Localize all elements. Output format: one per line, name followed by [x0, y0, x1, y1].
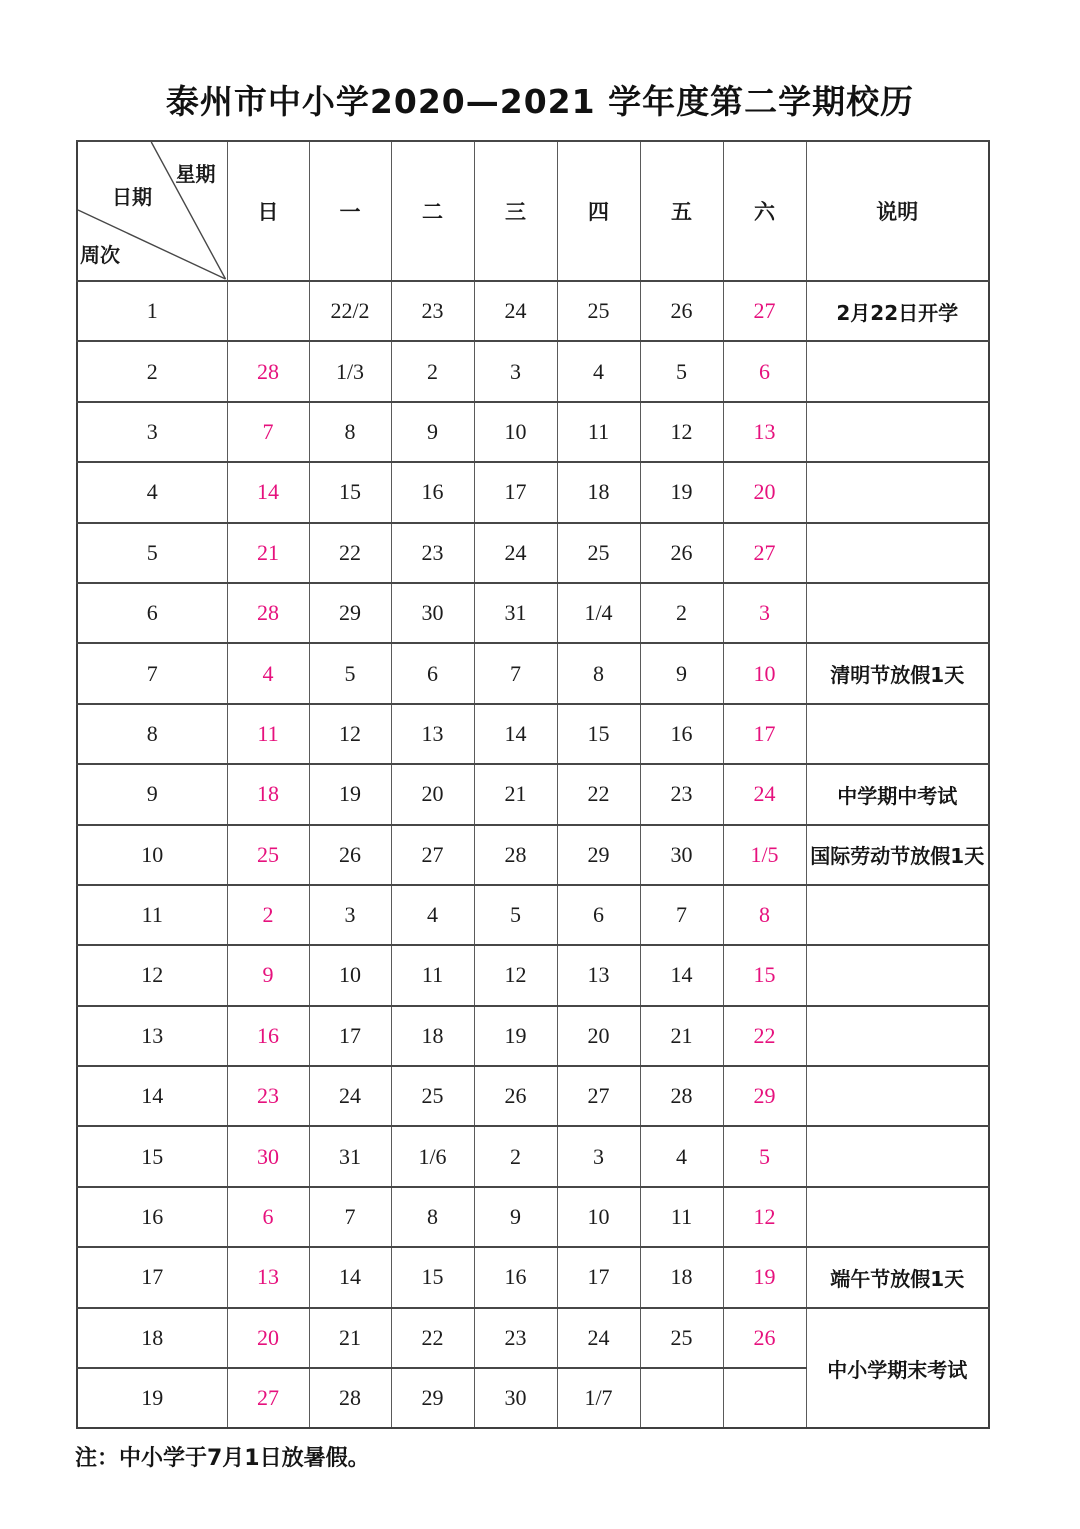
- date-cell: 25: [640, 1308, 723, 1368]
- date-cell: 20: [227, 1308, 309, 1368]
- date-cell: 30: [640, 825, 723, 885]
- date-cell: 19: [474, 1006, 557, 1066]
- date-cell: 10: [474, 402, 557, 462]
- remark-cell: 端午节放假1天: [806, 1247, 989, 1307]
- date-cell: 5: [474, 885, 557, 945]
- calendar-week-row: [77, 1006, 989, 1066]
- date-cell: 4: [391, 885, 474, 945]
- date-cell: 8: [309, 402, 391, 462]
- date-cell: 6: [723, 341, 806, 401]
- date-cell: 22: [723, 1006, 806, 1066]
- date-cell: 7: [640, 885, 723, 945]
- remark-cell: [806, 1066, 989, 1126]
- date-cell: 1/3: [309, 341, 391, 401]
- date-cell: 10: [557, 1187, 640, 1247]
- date-cell: 30: [227, 1126, 309, 1186]
- week-number-cell: 4: [77, 462, 227, 522]
- date-cell: 11: [557, 402, 640, 462]
- day-header-wed: 三: [474, 141, 557, 281]
- date-cell: 11: [640, 1187, 723, 1247]
- date-cell: 26: [723, 1308, 806, 1368]
- date-cell: 13: [391, 704, 474, 764]
- date-cell: 19: [309, 764, 391, 824]
- week-number-cell: 11: [77, 885, 227, 945]
- date-cell: 3: [723, 583, 806, 643]
- date-cell: 13: [557, 945, 640, 1005]
- date-cell: 20: [391, 764, 474, 824]
- date-cell: 4: [227, 643, 309, 703]
- date-cell: 8: [557, 643, 640, 703]
- date-cell: 24: [309, 1066, 391, 1126]
- date-cell: 1/5: [723, 825, 806, 885]
- date-cell: 22/2: [309, 281, 391, 341]
- calendar-week-row: [77, 1126, 989, 1186]
- corner-label-weeknum: 周次: [80, 243, 120, 267]
- week-number-cell: 1: [77, 281, 227, 341]
- date-cell: 21: [474, 764, 557, 824]
- date-cell: 19: [723, 1247, 806, 1307]
- date-cell: 13: [723, 402, 806, 462]
- remark-cell: [806, 1187, 989, 1247]
- date-cell: 17: [309, 1006, 391, 1066]
- date-cell: 9: [474, 1187, 557, 1247]
- calendar-week-row: [77, 643, 989, 703]
- date-cell: [723, 1368, 806, 1428]
- date-cell: 24: [474, 523, 557, 583]
- date-cell: 15: [391, 1247, 474, 1307]
- date-cell: 26: [640, 523, 723, 583]
- date-cell: 30: [391, 583, 474, 643]
- date-cell: 31: [474, 583, 557, 643]
- date-cell: 22: [391, 1308, 474, 1368]
- date-cell: 16: [474, 1247, 557, 1307]
- date-cell: 23: [391, 523, 474, 583]
- calendar-week-row: [77, 1066, 989, 1126]
- remark-header: 说明: [806, 141, 989, 281]
- date-cell: 12: [640, 402, 723, 462]
- date-cell: 28: [227, 341, 309, 401]
- date-cell: 12: [474, 945, 557, 1005]
- calendar-week-row: [77, 1247, 989, 1307]
- date-cell: 22: [557, 764, 640, 824]
- remark-cell: [806, 402, 989, 462]
- remark-cell: 2月22日开学: [806, 281, 989, 341]
- page-title: 泰州市中小学2020—2021 学年度第二学期校历: [165, 82, 915, 121]
- week-number-cell: 16: [77, 1187, 227, 1247]
- calendar-week-row: [77, 281, 989, 341]
- date-cell: 28: [309, 1368, 391, 1428]
- date-cell: 26: [640, 281, 723, 341]
- date-cell: 17: [557, 1247, 640, 1307]
- date-cell: 14: [309, 1247, 391, 1307]
- remark-cell: [806, 1006, 989, 1066]
- remark-cell: 国际劳动节放假1天: [806, 825, 989, 885]
- date-cell: 25: [227, 825, 309, 885]
- date-cell: 25: [557, 281, 640, 341]
- date-cell: 5: [309, 643, 391, 703]
- week-number-cell: 10: [77, 825, 227, 885]
- date-cell: 9: [640, 643, 723, 703]
- corner-label-date: 日期: [112, 185, 152, 209]
- date-cell: [227, 281, 309, 341]
- date-cell: 29: [557, 825, 640, 885]
- date-cell: 9: [391, 402, 474, 462]
- day-header-sat: 六: [723, 141, 806, 281]
- date-cell: 9: [227, 945, 309, 1005]
- week-number-cell: 15: [77, 1126, 227, 1186]
- date-cell: 26: [309, 825, 391, 885]
- date-cell: 30: [474, 1368, 557, 1428]
- date-cell: 27: [723, 523, 806, 583]
- date-cell: 6: [391, 643, 474, 703]
- week-number-cell: 17: [77, 1247, 227, 1307]
- week-number-cell: 7: [77, 643, 227, 703]
- date-cell: 18: [640, 1247, 723, 1307]
- calendar-week-row: [77, 1308, 989, 1368]
- date-cell: 2: [227, 885, 309, 945]
- date-cell: 15: [557, 704, 640, 764]
- date-cell: 18: [391, 1006, 474, 1066]
- week-number-cell: 3: [77, 402, 227, 462]
- date-cell: 2: [474, 1126, 557, 1186]
- remark-cell: [806, 462, 989, 522]
- date-cell: 18: [227, 764, 309, 824]
- date-cell: 4: [640, 1126, 723, 1186]
- date-cell: 28: [474, 825, 557, 885]
- date-cell: 23: [474, 1308, 557, 1368]
- remark-cell: [806, 523, 989, 583]
- date-cell: 4: [557, 341, 640, 401]
- date-cell: 25: [557, 523, 640, 583]
- date-cell: 7: [227, 402, 309, 462]
- day-header-mon: 一: [309, 141, 391, 281]
- date-cell: 24: [723, 764, 806, 824]
- remark-cell: [806, 583, 989, 643]
- week-number-cell: 12: [77, 945, 227, 1005]
- date-cell: 16: [640, 704, 723, 764]
- calendar-week-row: [77, 825, 989, 885]
- date-cell: 25: [391, 1066, 474, 1126]
- date-cell: 3: [557, 1126, 640, 1186]
- calendar-week-row: [77, 704, 989, 764]
- week-number-cell: 14: [77, 1066, 227, 1126]
- day-header-fri: 五: [640, 141, 723, 281]
- date-cell: 17: [723, 704, 806, 764]
- date-cell: 15: [309, 462, 391, 522]
- date-cell: 20: [557, 1006, 640, 1066]
- date-cell: 23: [391, 281, 474, 341]
- remark-cell: 清明节放假1天: [806, 643, 989, 703]
- date-cell: 1/4: [557, 583, 640, 643]
- date-cell: 19: [640, 462, 723, 522]
- date-cell: [640, 1368, 723, 1428]
- calendar-week-row: [77, 402, 989, 462]
- date-cell: 10: [723, 643, 806, 703]
- corner-label-weekday: 星期: [175, 162, 216, 186]
- remark-cell: 中小学期末考试: [806, 1308, 989, 1429]
- header-row: [77, 141, 989, 281]
- week-number-cell: 6: [77, 583, 227, 643]
- date-cell: 18: [557, 462, 640, 522]
- remark-cell: 中学期中考试: [806, 764, 989, 824]
- remark-cell: [806, 885, 989, 945]
- corner-header-cell: [77, 141, 227, 281]
- date-cell: 14: [227, 462, 309, 522]
- date-cell: 27: [227, 1368, 309, 1428]
- date-cell: 5: [640, 341, 723, 401]
- date-cell: 3: [309, 885, 391, 945]
- calendar-week-row: [77, 945, 989, 1005]
- calendar-week-row: [77, 462, 989, 522]
- footnote: 注：中小学于7月1日放暑假。: [75, 1446, 370, 1471]
- week-number-cell: 18: [77, 1308, 227, 1368]
- date-cell: 14: [640, 945, 723, 1005]
- date-cell: 27: [557, 1066, 640, 1126]
- calendar-week-row: [77, 523, 989, 583]
- date-cell: 28: [227, 583, 309, 643]
- remark-cell: [806, 704, 989, 764]
- date-cell: 7: [474, 643, 557, 703]
- date-cell: 28: [640, 1066, 723, 1126]
- date-cell: 16: [227, 1006, 309, 1066]
- date-cell: 16: [391, 462, 474, 522]
- date-cell: 2: [391, 341, 474, 401]
- date-cell: 22: [309, 523, 391, 583]
- date-cell: 6: [557, 885, 640, 945]
- date-cell: 8: [723, 885, 806, 945]
- date-cell: 29: [391, 1368, 474, 1428]
- date-cell: 5: [723, 1126, 806, 1186]
- date-cell: 13: [227, 1247, 309, 1307]
- day-header-tue: 二: [391, 141, 474, 281]
- date-cell: 1/7: [557, 1368, 640, 1428]
- day-header-thu: 四: [557, 141, 640, 281]
- calendar-week-row: [77, 885, 989, 945]
- date-cell: 21: [227, 523, 309, 583]
- date-cell: 14: [474, 704, 557, 764]
- date-cell: 21: [640, 1006, 723, 1066]
- calendar-week-row: [77, 583, 989, 643]
- date-cell: 12: [309, 704, 391, 764]
- date-cell: 27: [723, 281, 806, 341]
- week-number-cell: 2: [77, 341, 227, 401]
- week-number-cell: 8: [77, 704, 227, 764]
- date-cell: 31: [309, 1126, 391, 1186]
- date-cell: 29: [309, 583, 391, 643]
- date-cell: 17: [474, 462, 557, 522]
- week-number-cell: 19: [77, 1368, 227, 1428]
- date-cell: 8: [391, 1187, 474, 1247]
- date-cell: 11: [391, 945, 474, 1005]
- date-cell: 15: [723, 945, 806, 1005]
- date-cell: 29: [723, 1066, 806, 1126]
- date-cell: 10: [309, 945, 391, 1005]
- date-cell: 21: [309, 1308, 391, 1368]
- date-cell: 6: [227, 1187, 309, 1247]
- date-cell: 3: [474, 341, 557, 401]
- calendar-week-row: [77, 1187, 989, 1247]
- calendar-week-row: [77, 764, 989, 824]
- date-cell: 20: [723, 462, 806, 522]
- date-cell: 27: [391, 825, 474, 885]
- date-cell: 26: [474, 1066, 557, 1126]
- date-cell: 11: [227, 704, 309, 764]
- calendar-week-row: [77, 341, 989, 401]
- week-number-cell: 9: [77, 764, 227, 824]
- remark-cell: [806, 1126, 989, 1186]
- date-cell: 1/6: [391, 1126, 474, 1186]
- date-cell: 2: [640, 583, 723, 643]
- school-calendar-table: [76, 140, 990, 1429]
- remark-cell: [806, 945, 989, 1005]
- date-cell: 23: [227, 1066, 309, 1126]
- week-number-cell: 13: [77, 1006, 227, 1066]
- date-cell: 24: [557, 1308, 640, 1368]
- date-cell: 12: [723, 1187, 806, 1247]
- date-cell: 7: [309, 1187, 391, 1247]
- remark-cell: [806, 341, 989, 401]
- day-header-sun: 日: [227, 141, 309, 281]
- date-cell: 23: [640, 764, 723, 824]
- week-number-cell: 5: [77, 523, 227, 583]
- date-cell: 24: [474, 281, 557, 341]
